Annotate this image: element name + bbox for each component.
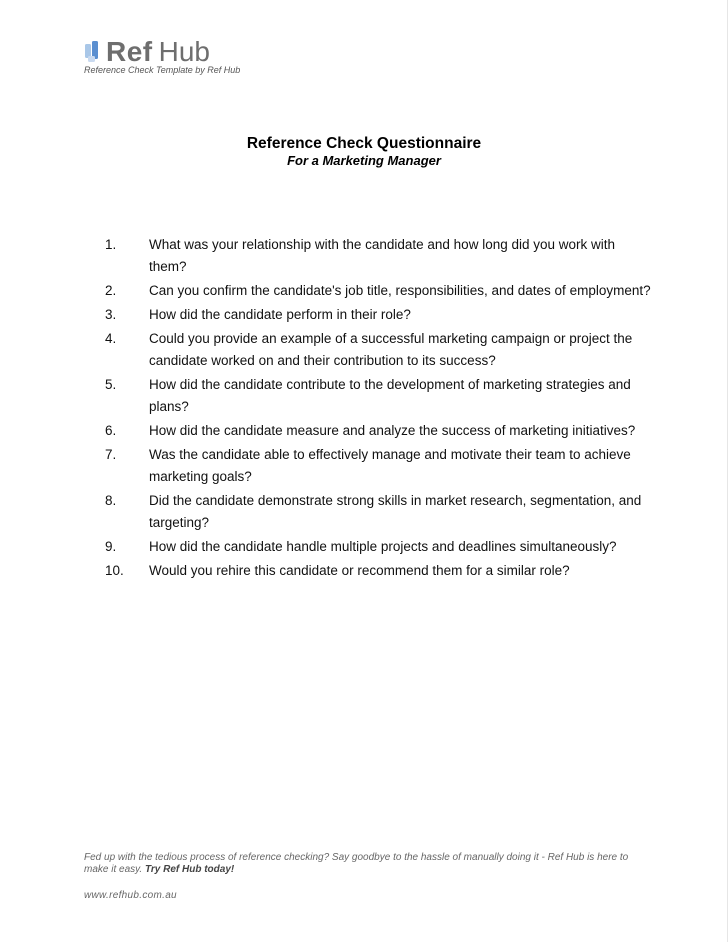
question-item: [104, 444, 652, 488]
question-text: How did the candidate measure and analyze the success of marketing initiatives?: [149, 423, 636, 438]
question-number: 2.: [105, 283, 117, 298]
question-text: How did the candidate handle multiple projects and deadlines simultaneously?: [149, 539, 617, 554]
question-item: [104, 328, 652, 372]
question-text: Would you rehire this candidate or recommend them for a similar role?: [149, 563, 570, 578]
question-text: How did the candidate perform in their role?: [149, 307, 411, 322]
question-list: [104, 234, 652, 584]
footer-url: www.refhub.com.au: [84, 890, 177, 901]
footer-cta: Try Ref Hub today!: [144, 864, 235, 875]
question-number: 10.: [105, 563, 124, 578]
document-subtitle: For a Marketing Manager: [287, 153, 441, 168]
question-number: 1.: [105, 237, 117, 252]
question-text: How did the candidate contribute to the development of marketing strategies and plans?: [149, 377, 631, 414]
question-item: [104, 536, 652, 558]
logo-ref-text: Ref: [106, 36, 153, 67]
question-item: [104, 374, 652, 418]
question-item: [104, 560, 652, 582]
question-number: 8.: [105, 493, 117, 508]
question-number: 4.: [105, 331, 117, 346]
document-title: Reference Check Questionnaire: [246, 135, 482, 152]
question-text: What was your relationship with the candidate and how long did you work with them?: [149, 237, 616, 274]
question-number: 3.: [105, 307, 117, 322]
question-number: 5.: [105, 377, 117, 392]
question-text: Could you provide an example of a successful marketing campaign or project the candidate worked on and their contribution to its success?: [149, 331, 633, 368]
footer-promo: [84, 852, 644, 876]
question-text: Did the candidate demonstrate strong skills in market research, segmentation, and targeting?: [149, 493, 642, 530]
logo-hub-text: Hub: [158, 36, 210, 67]
question-item: [104, 490, 652, 534]
question-number: 9.: [105, 539, 117, 554]
question-text: Was the candidate able to effectively manage and motivate their team to achieve marketing goals?: [149, 447, 631, 484]
question-item: [104, 280, 652, 302]
question-item: [104, 304, 652, 326]
question-number: 7.: [105, 447, 117, 462]
question-item: [104, 420, 652, 442]
ref-hub-logo-icon: [84, 40, 100, 64]
logo-tagline: Reference Check Template by Ref Hub: [84, 65, 241, 75]
question-number: 6.: [105, 423, 117, 438]
question-item: [104, 234, 652, 278]
footer-promo-text: Fed up with the tedious process of reference checking? Say goodbye to the hassle of manually doing it - Ref Hub is here to make it easy.: [84, 852, 629, 875]
question-text: Can you confirm the candidate's job title, responsibilities, and dates of employment?: [149, 283, 651, 298]
ref-hub-logo: [84, 38, 210, 66]
